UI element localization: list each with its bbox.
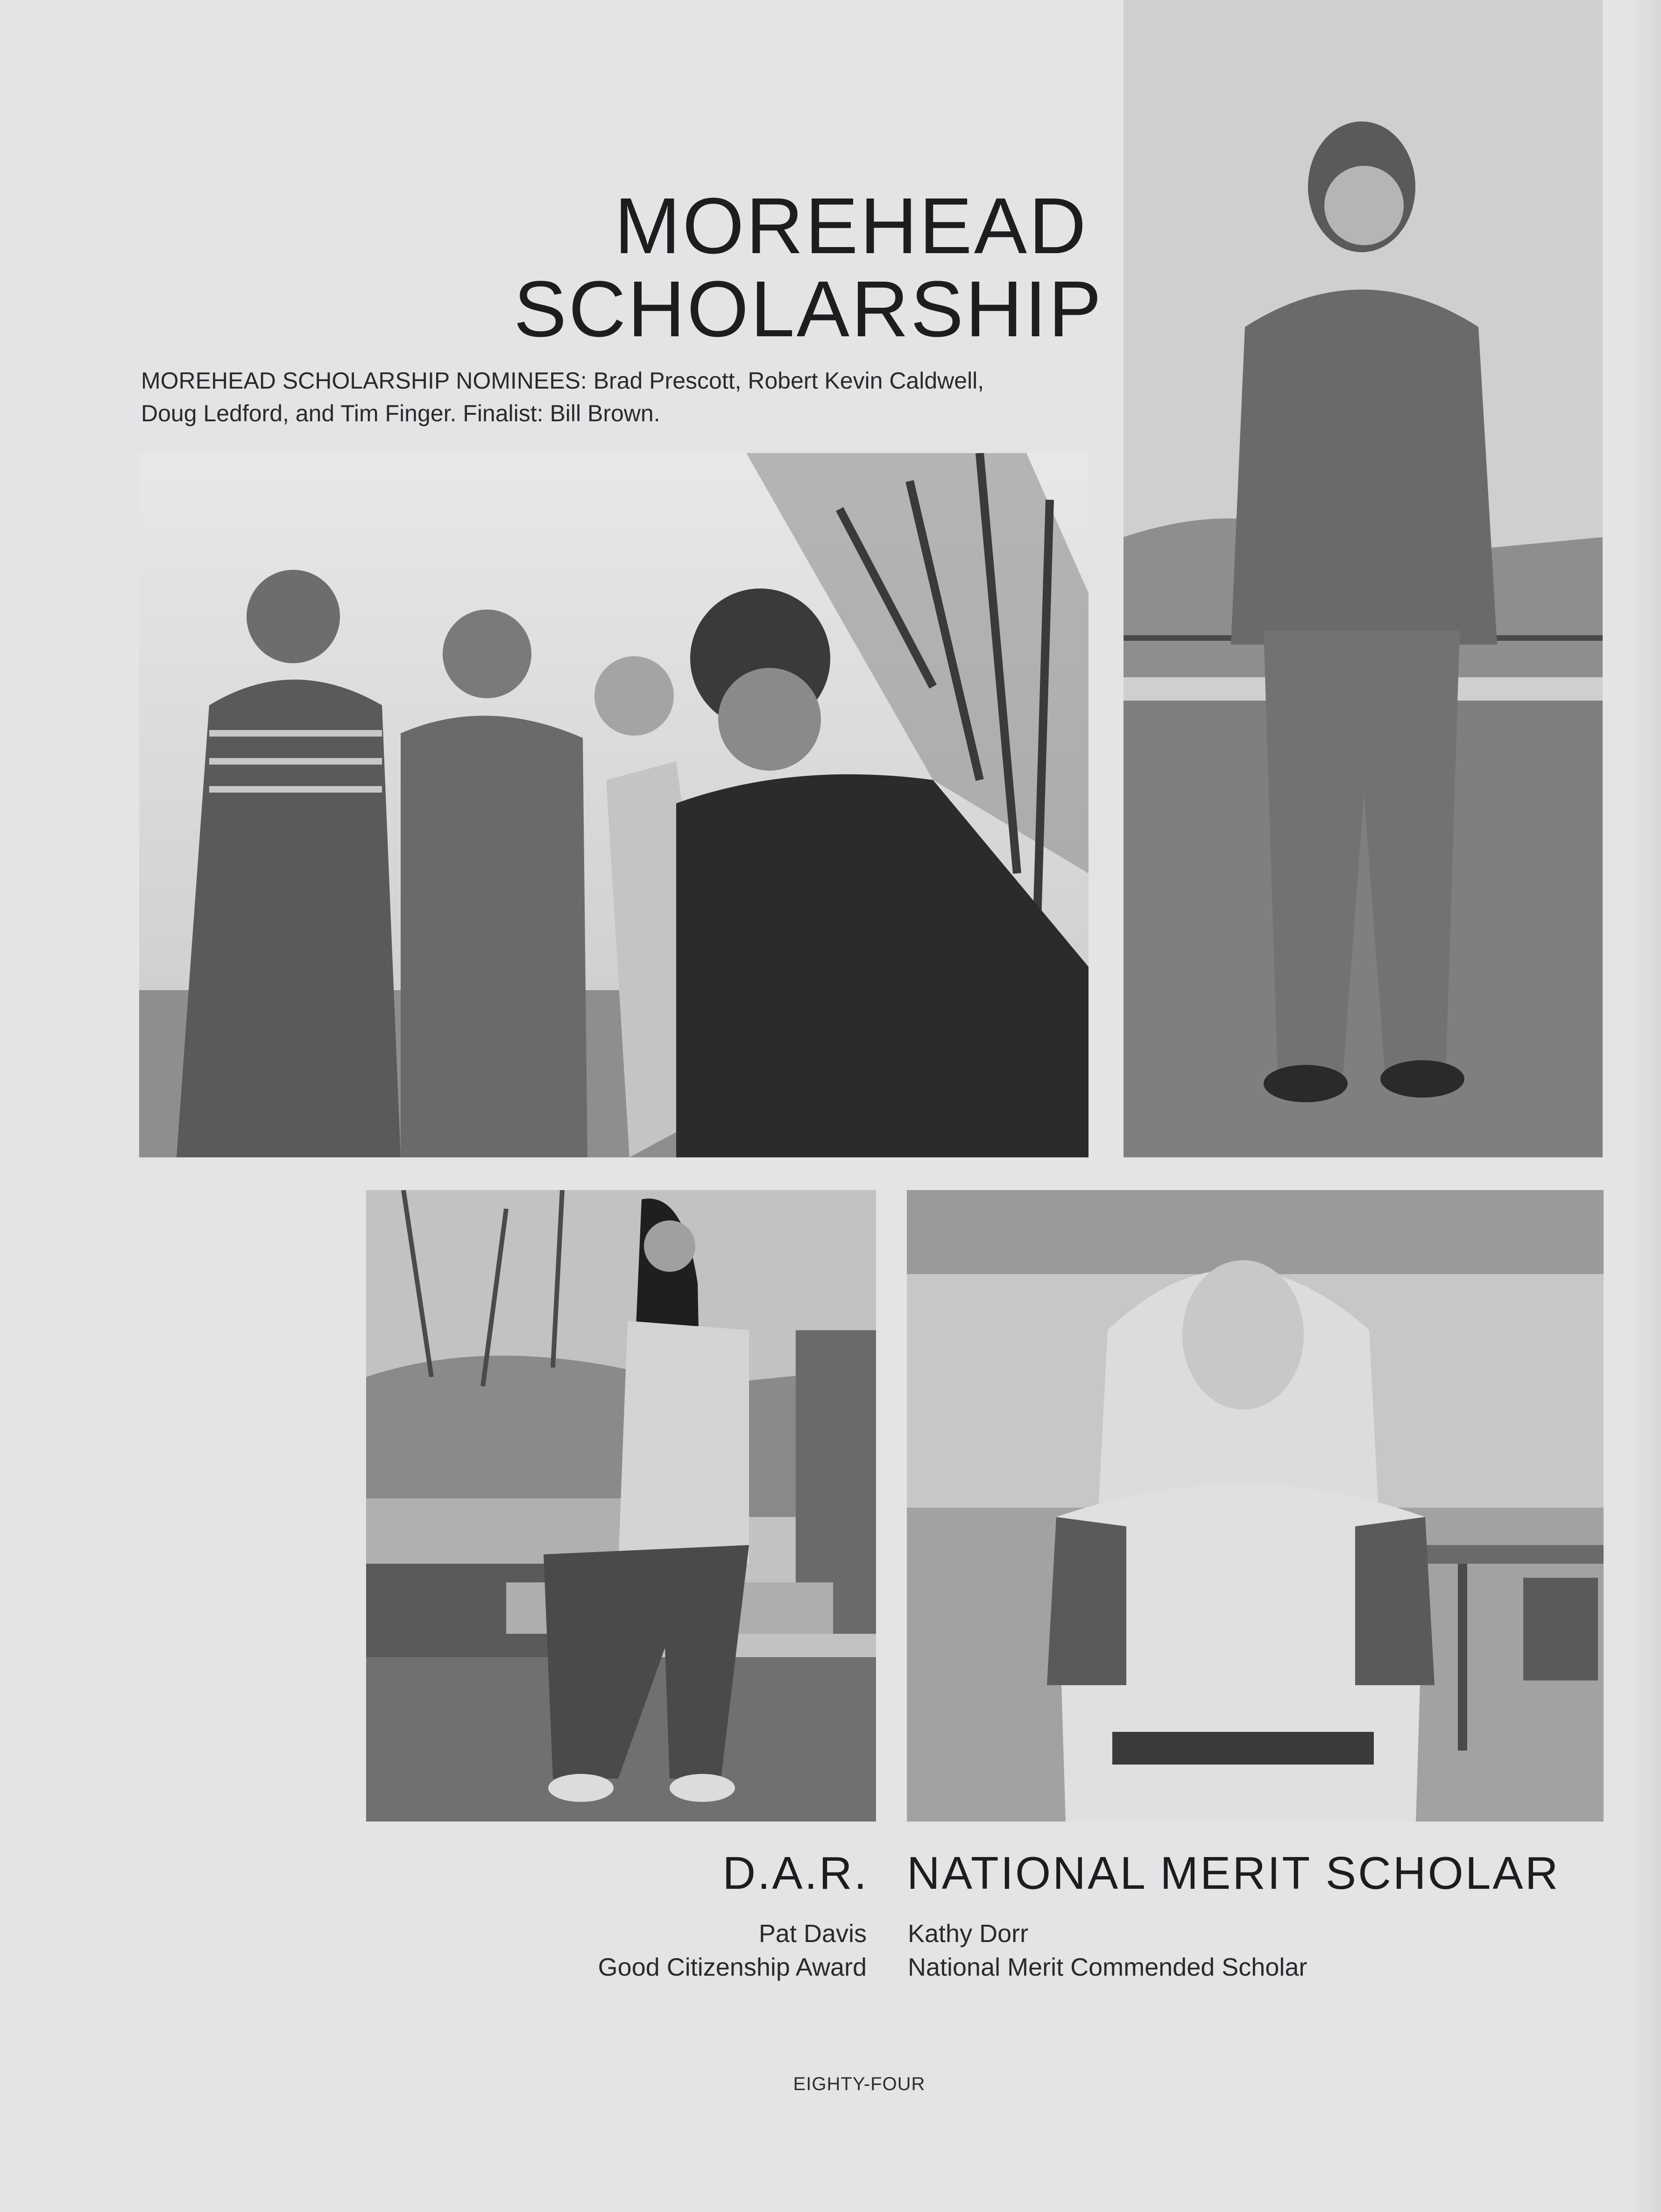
standing-student-photo — [1124, 0, 1603, 1157]
dar-award-name: Good Citizenship Award — [598, 1953, 867, 1981]
national-merit-winner-name: Kathy Dorr — [908, 1920, 1029, 1948]
page-edge-shadow — [1627, 0, 1661, 2212]
national-merit-title: NATIONAL MERIT SCHOLAR — [907, 1847, 1560, 1899]
nominees-caption — [141, 364, 1122, 430]
page-title-line-1: MOREHEAD — [614, 182, 1088, 270]
nominees-caption-line-2: Doug Ledford, and Tim Finger. Finalist: Bill Brown. — [141, 400, 660, 426]
page-number: EIGHTY-FOUR — [793, 2074, 926, 2094]
national-merit-photo — [907, 1190, 1604, 1822]
nominees-caption-line-1: MOREHEAD SCHOLARSHIP NOMINEES: Brad Prescott, Robert Kevin Caldwell, — [141, 368, 984, 394]
national-merit-award-name: National Merit Commended Scholar — [908, 1953, 1308, 1981]
dar-winner-photo — [366, 1190, 876, 1822]
page-title — [514, 182, 1103, 354]
dar-award-title: D.A.R. — [722, 1847, 869, 1899]
nominees-group-photo — [139, 453, 1088, 1157]
dar-winner-name: Pat Davis — [758, 1920, 867, 1948]
page-title-line-2: SCHOLARSHIP — [514, 265, 1103, 354]
